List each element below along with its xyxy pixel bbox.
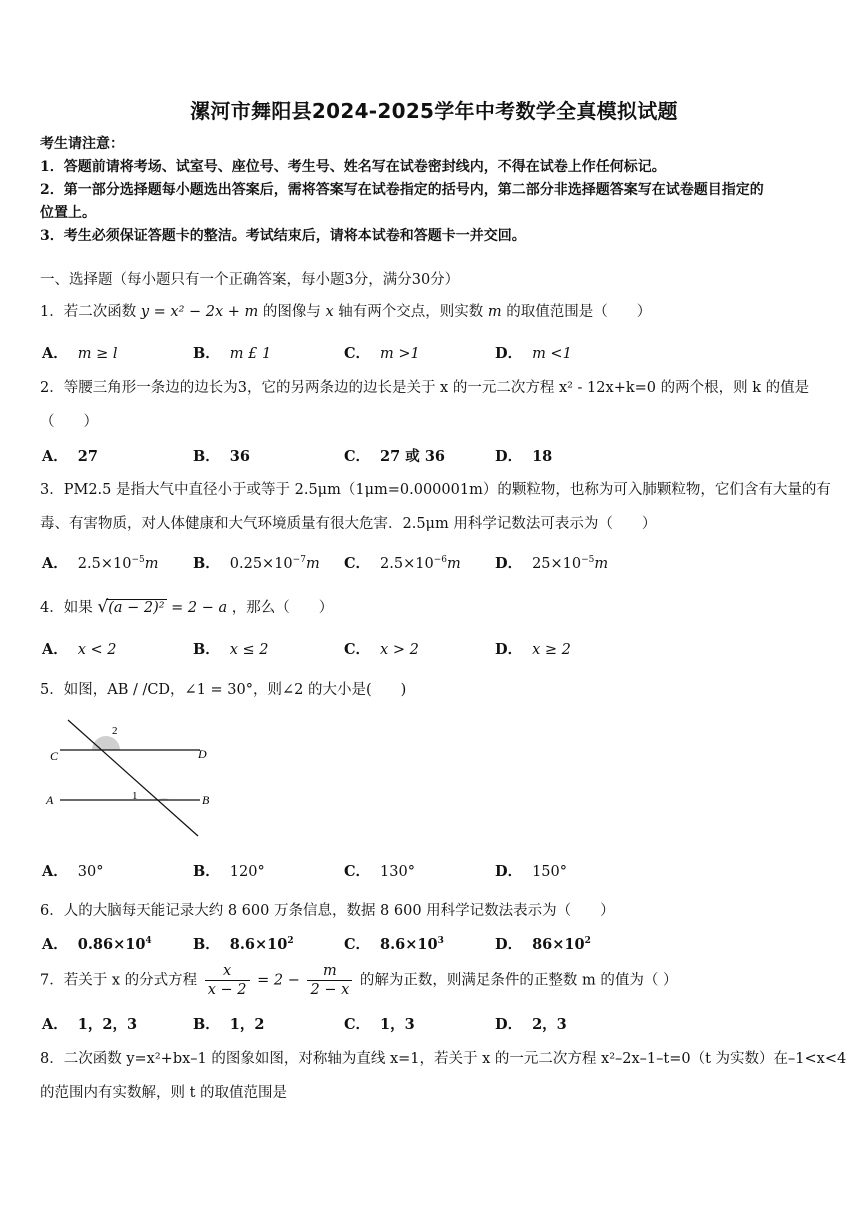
question-5: 5．如图，AB / /CD，∠1 = 30°，则∠2 的大小是( )	[40, 682, 407, 698]
question-2-blank: （ ）	[40, 414, 98, 430]
q3-option-a: A． $2.5\times 10^{-5}m$	[42, 555, 159, 572]
notice-item-2-cont: 位置上。	[40, 205, 96, 221]
q1-prefix: 1．若二次函数	[40, 304, 137, 320]
q2-option-b: B． 36	[193, 448, 250, 465]
q3-option-c: C． $2.5\times 10^{-6}m$	[344, 555, 461, 572]
angle-2-arc	[92, 736, 120, 750]
label-angle-2: 2	[112, 725, 118, 737]
question-3: 3．PM2.5 是指大气中直径小于或等于 2.5μm（1μm=0.000001m）的颗粒物，也称为可入肺颗粒物，它们含有大量的有	[40, 482, 831, 498]
q5-option-a: A． 30°	[42, 863, 104, 880]
q4-option-d: D． x ≥ 2	[495, 641, 571, 658]
question-3-cont: 毒、有害物质，对人体健康和大气环境质量有很大危害．2.5μm 用科学记数法可表示为（ ）	[40, 516, 657, 532]
q4-option-c: C． x > 2	[344, 641, 419, 658]
question-4	[40, 596, 333, 617]
notice-item-3: 3．考生必须保证答题卡的整洁。考试结束后，请将本试卷和答题卡一并交回。	[40, 228, 526, 244]
q2-option-a: A． 27	[42, 448, 98, 465]
q7-fraction-2: $\frac{m}{2 - x}$	[307, 962, 352, 999]
q7-option-b: B． 1，2	[193, 1016, 265, 1033]
q4-radicand: (a − 2)²	[108, 600, 165, 616]
q2-option-d: D． 18	[495, 448, 553, 465]
notice-heading: 考生请注意：	[40, 136, 124, 152]
page-title: 漯河市舞阳县2024-2025学年中考数学全真模拟试题	[190, 99, 678, 123]
q3-option-b: B． $0.25\times 10^{-7}m$	[193, 555, 320, 572]
q1-option-b: B． m £ 1	[193, 345, 272, 362]
question-6: 6．人的大脑每天能记录大约 8 600 万条信息，数据 8 600 用科学记数法表示为（ ）	[40, 903, 615, 919]
parallel-lines-figure	[40, 712, 220, 842]
transversal-line	[68, 720, 198, 836]
label-a: A	[46, 793, 54, 807]
q1-suffix: 的取值范围是（ ）	[506, 304, 652, 320]
q6-option-a: A． $0.86\times 10^4$	[42, 936, 152, 953]
q4-prefix: 4．如果	[40, 600, 93, 616]
q7-prefix: 7．若关于 x 的分式方程	[40, 972, 198, 989]
q6-option-b: B． $8.6\times 10^2$	[193, 936, 294, 953]
q4-rhs: = 2 − a	[171, 600, 228, 616]
q4-suffix: ，那么（ ）	[231, 600, 334, 616]
question-1	[40, 300, 651, 321]
q1-mid2: 轴有两个交点，则实数	[338, 304, 484, 320]
label-c: C	[50, 749, 59, 763]
q3-option-d: D． $25\times 10^{-5}m$	[495, 555, 609, 572]
q7-mid: = 2 −	[257, 972, 300, 989]
q7-option-d: D． 2，3	[495, 1016, 567, 1033]
q1-m: m	[487, 304, 502, 320]
question-8: 8．二次函数 y=x²+bx–1 的图象如图，对称轴为直线 x=1，若关于 x 的一元二次方程 x²–2x–1–t=0（t 为实数）在–1<x<4	[40, 1051, 847, 1067]
q5-option-b: B． 120°	[193, 863, 265, 880]
q1-mid: 的图像与	[262, 304, 321, 320]
q5-option-d: D． 150°	[495, 863, 568, 880]
q1-x: x	[325, 304, 334, 320]
notice-item-1: 1．答题前请将考场、试室号、座位号、考生号、姓名写在试卷密封线内，不得在试卷上作任何标记。	[40, 159, 666, 175]
notice-item-2: 2．第一部分选择题每小题选出答案后，需将答案写在试卷指定的括号内，第二部分非选择题答案写在试卷题目指定的	[40, 182, 764, 198]
label-d: D	[198, 747, 207, 761]
question-7	[40, 962, 677, 999]
q2-option-c: C． 27 或 36	[344, 448, 445, 465]
q6-option-d: D． $86\times 10^2$	[495, 936, 591, 953]
q7-suffix: 的解为正数，则满足条件的正整数 m 的值为（ ）	[359, 972, 678, 989]
question-8-cont: 的范围内有实数解，则 t 的取值范围是	[40, 1085, 288, 1101]
q6-option-c: C． $8.6\times 10^3$	[344, 936, 444, 953]
section-heading: 一、选择题（每小题只有一个正确答案，每小题3分，满分30分）	[40, 272, 460, 288]
label-b: B	[202, 793, 210, 807]
question-2: 2．等腰三角形一条边的边长为3，它的另两条边的边长是关于 x 的一元二次方程 x² - 12x+k=0 的两个根，则 k 的值是	[40, 380, 810, 396]
q1-option-d: D． m <1	[495, 345, 572, 362]
q4-option-b: B． x ≤ 2	[193, 641, 269, 658]
q1-option-c: C． m >1	[344, 345, 420, 362]
q1-option-a: A． m ≥ l	[42, 345, 118, 362]
q5-option-c: C． 130°	[344, 863, 415, 880]
q7-fraction-1: $\frac{x}{x - 2}$	[205, 962, 250, 999]
q4-option-a: A． x < 2	[42, 641, 117, 658]
q7-option-c: C． 1，3	[344, 1016, 415, 1033]
q7-option-a: A． 1，2，3	[42, 1016, 138, 1033]
label-angle-1: 1	[132, 790, 138, 802]
sqrt-icon: √	[97, 597, 109, 617]
q1-expression: y = x² − 2x + m	[140, 304, 259, 320]
